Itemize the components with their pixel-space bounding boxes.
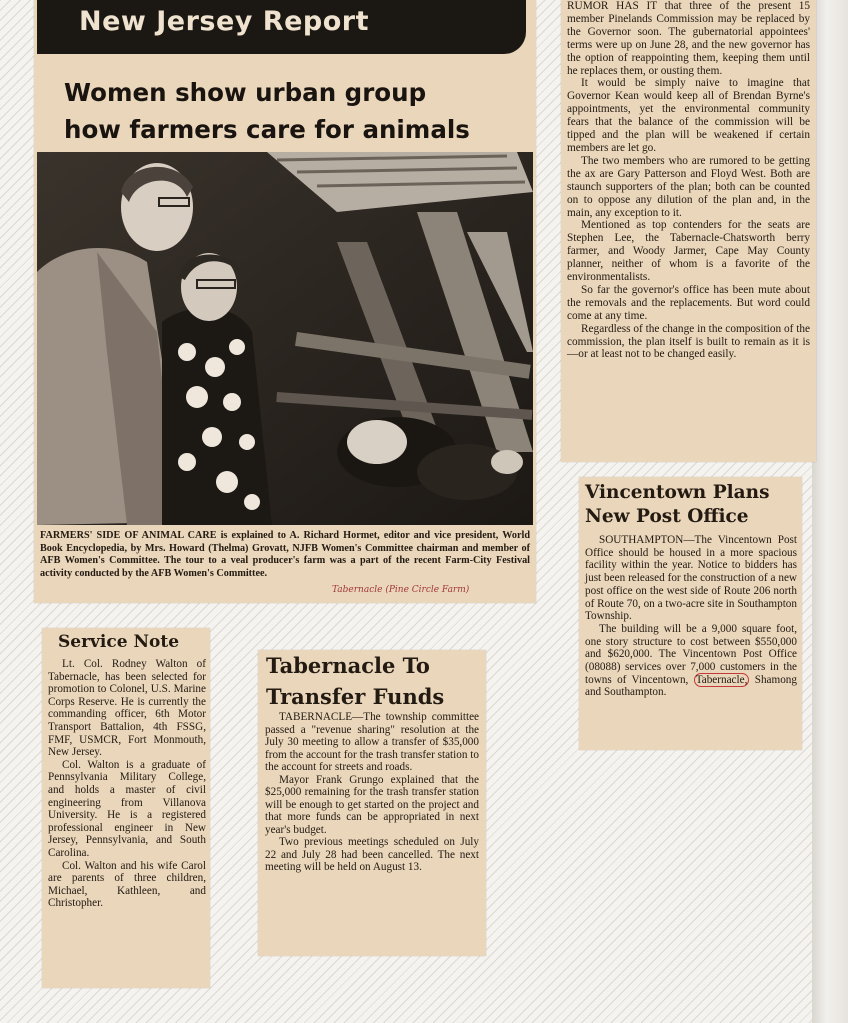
handwritten-note: Tabernacle (Pine Circle Farm) [332,585,470,595]
headline-line-2: New Post Office [585,506,749,527]
tabernacle-headline [266,650,484,712]
paragraph [585,623,797,699]
paragraph: Two previous meetings scheduled on July 22 and July 28 had been cancelled. The next meeting will be held on August 13. [265,836,479,873]
service-note-headline: Service Note [58,632,180,652]
main-headline [64,74,534,148]
headline-line-1: Tabernacle To [266,653,430,678]
paragraph-text: Shamong and Southampton. [585,673,797,699]
paragraph-text: The building will be a 9,000 square foot, one story structure to cost between $550,000 and $620,000. The Vincentown Post Office (08088) services over 7,000 customers in the towns of Vincentown, [585,622,797,686]
headline-line-1: Women show urban group [64,78,427,107]
rumor-column-clipping [561,0,816,462]
headline-line-2: how farmers care for animals [64,115,470,144]
vincentown-article-body [585,534,797,699]
headline-line-1: Vincentown Plans [585,482,770,503]
service-note-body [48,658,206,910]
headline-line-2: Transfer Funds [266,684,445,709]
paragraph: Col. Walton and his wife Carol are parents of three children, Michael, Kathleen, and Christopher. [48,859,206,910]
rumor-article-body [567,0,810,361]
paragraph: The two members who are rumored to be getting the ax are Gary Patterson and Floyd West. Both are staunch supporters of the plan; both can be counted on to oppose any dilution of the plan and, in the main, any exception to it. [567,154,810,219]
banner-title: New Jersey Report [79,6,370,37]
circled-word: Tabernacle, [695,673,748,686]
paragraph: RUMOR HAS IT that three of the present 15 member Pinelands Commission may be replaced by the Governor soon. The gubernatorial appointees' terms were up on June 28, and the new governor has the option of reappointing them, keeping them until he replaces them, or ousting them. [567,0,810,77]
barn-photo-image [37,152,533,525]
page-edge [812,0,848,1023]
tabernacle-article-body [265,711,479,874]
paragraph: Mayor Frank Grungo explained that the $25,000 remaining for the trash transfer station will be enough to get started on the project and that more funds can be appropriated in next year's budget. [265,773,479,836]
vincentown-clipping [579,477,802,750]
paragraph: Mentioned as top contenders for the seats are Stephen Lee, the Tabernacle-Chatsworth berry farmer, and Woody Jarmer, Cape May County planner, neither of whom is a favorite of the environmentalists. [567,219,810,284]
paragraph: Col. Walton is a graduate of Pennsylvania Military College, and holds a master of civil engineering from Villanova University. He is a registered professional engineer in New Jersey, Pennsylvania, and South Carolina. [48,758,206,859]
paragraph: So far the governor's office has been mute about the removals and the replacements. But word could come at any time. [567,283,810,322]
paragraph: Lt. Col. Rodney Walton of Tabernacle, has been selected for promotion to Colonel, U.S. Marine Corps Reserve. He is currently the commanding officer, 6th Motor Transport Battalion, 4th FSSG, FMF, USMCR, Fort Monmouth, New Jersey. [48,658,206,759]
service-note-clipping [42,628,210,988]
news-photo [37,152,533,525]
photo-caption: FARMERS' SIDE OF ANIMAL CARE is explained to A. Richard Hormet, editor and vice president, World Book Encyclopedia, by Mrs. Howard (Thelma) Grovatt, NJFB Women's Committee chairman and member of AFB Women's Committee. The tour to a veal producer's farm was a part of the recent Farm-City Festival activity conducted by the AFB Women's Committee. [40,530,530,579]
section-banner [37,0,526,54]
paragraph: TABERNACLE—The township committee passed a "revenue sharing" resolution at the July 30 meeting to allow a transfer of $35,000 from the account for the trash transfer station to the account for streets and roads. [265,711,479,773]
paragraph: SOUTHAMPTON—The Vincentown Post Office should be housed in a more spacious facility within the year. Notice to bidders has just been released for the construction of a new post office on the west side of Route 206 north of Route 70, on a two-acre site in Southampton Township. [585,534,797,623]
main-story-clipping [34,0,536,603]
vincentown-headline [585,481,799,529]
tabernacle-clipping [258,650,486,956]
paragraph: It would be simply naive to imagine that Governor Kean would keep all of Brendan Byrne's appointments, yet the environmental community fears that the balance of the commission will be tipped and the plan will be weakened if certain members are let go. [567,77,810,154]
paragraph: Regardless of the change in the composition of the commission, the plan itself is built to remain as it is—or at least not to be changed easily. [567,322,811,361]
